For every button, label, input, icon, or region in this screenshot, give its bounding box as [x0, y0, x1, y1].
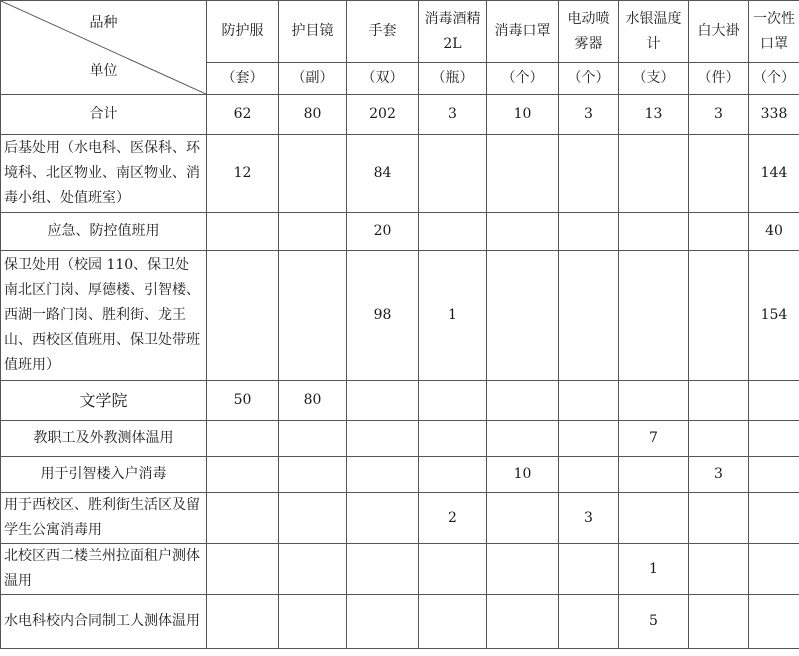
row-label: 教职工及外教测体温用 — [1, 421, 207, 457]
table-cell — [279, 493, 347, 544]
table-row — [1, 544, 799, 595]
table-cell — [689, 421, 749, 457]
table-cell: 20 — [347, 213, 419, 251]
table-cell — [419, 381, 487, 421]
table-cell — [487, 493, 559, 544]
table-cell — [207, 457, 279, 493]
table-cell — [487, 213, 559, 251]
item-unit: （件） — [689, 63, 749, 95]
total-cell: 80 — [279, 95, 347, 135]
table-cell — [487, 251, 559, 381]
row-label: 后基处用（水电科、医保科、环境科、北区物业、南区物业、消毒小组、处值班室） — [1, 135, 207, 213]
table-cell: 3 — [559, 493, 619, 544]
table-cell — [559, 595, 619, 649]
table-cell — [347, 421, 419, 457]
table-cell: 5 — [619, 595, 689, 649]
table-cell: 1 — [619, 544, 689, 595]
item-unit: （瓶） — [419, 63, 487, 95]
row-label: 文学院 — [1, 381, 207, 421]
table-cell: 98 — [347, 251, 419, 381]
row-label: 用于引智楼入户消毒 — [1, 457, 207, 493]
table-cell — [559, 544, 619, 595]
item-unit: （双） — [347, 63, 419, 95]
table-cell — [419, 135, 487, 213]
table-cell — [487, 544, 559, 595]
table-cell: 144 — [749, 135, 799, 213]
table-cell: 154 — [749, 251, 799, 381]
table-cell — [749, 381, 799, 421]
row-label: 水电科校内合同制工人测体温用 — [1, 595, 207, 649]
total-cell: 338 — [749, 95, 799, 135]
item-name: 电动喷雾器 — [559, 1, 619, 63]
table-cell — [619, 135, 689, 213]
item-name: 白大褂 — [689, 1, 749, 63]
table-row — [1, 135, 799, 213]
total-row — [1, 95, 799, 135]
total-cell: 10 — [487, 95, 559, 135]
table-cell — [419, 544, 487, 595]
variety-label: 品种 — [89, 15, 118, 31]
table-cell — [559, 213, 619, 251]
table-cell: 84 — [347, 135, 419, 213]
table-cell — [279, 457, 347, 493]
table-cell — [419, 595, 487, 649]
item-unit: （支） — [619, 63, 689, 95]
table-cell — [487, 595, 559, 649]
table-row — [1, 457, 799, 493]
table-cell — [347, 457, 419, 493]
table-cell — [749, 457, 799, 493]
table-cell — [689, 595, 749, 649]
row-label: 保卫处用（校园 110、保卫处南北区门岗、厚德楼、引智楼、西湖一路门岗、胜利街、龙王山、西校区值班用、保卫处带班值班用） — [1, 251, 207, 381]
table-cell — [689, 251, 749, 381]
item-name: 水银温度计 — [619, 1, 689, 63]
table-cell — [207, 251, 279, 381]
table-cell: 2 — [419, 493, 487, 544]
table-row — [1, 421, 799, 457]
item-unit: （个） — [487, 63, 559, 95]
table-cell — [559, 457, 619, 493]
table-cell: 7 — [619, 421, 689, 457]
item-name: 手套 — [347, 1, 419, 63]
item-unit: （个） — [749, 63, 799, 95]
table-cell: 1 — [419, 251, 487, 381]
row-label: 应急、防控值班用 — [1, 213, 207, 251]
table-cell: 80 — [279, 381, 347, 421]
table-cell — [749, 493, 799, 544]
table-row — [1, 595, 799, 649]
total-cell: 3 — [559, 95, 619, 135]
table-cell: 40 — [749, 213, 799, 251]
table-cell — [279, 135, 347, 213]
table-cell — [207, 213, 279, 251]
table-cell: 3 — [689, 457, 749, 493]
item-name: 消毒酒精 2L — [419, 1, 487, 63]
table-cell — [419, 421, 487, 457]
item-name: 一次性口罩 — [749, 1, 799, 63]
item-unit: （副） — [279, 63, 347, 95]
header-row-items — [1, 1, 799, 63]
item-unit: （套） — [207, 63, 279, 95]
item-name: 防护服 — [207, 1, 279, 63]
total-label: 合计 — [1, 95, 207, 135]
table-cell — [419, 213, 487, 251]
table-cell — [207, 421, 279, 457]
header-diagonal-cell — [1, 1, 207, 95]
table-cell — [559, 421, 619, 457]
table-cell — [619, 213, 689, 251]
table-cell — [619, 493, 689, 544]
unit-label: 单位 — [89, 63, 118, 79]
table-cell — [689, 544, 749, 595]
table-cell — [347, 381, 419, 421]
table-cell — [749, 421, 799, 457]
total-cell: 202 — [347, 95, 419, 135]
item-name: 消毒口罩 — [487, 1, 559, 63]
table-row — [1, 381, 799, 421]
table-row — [1, 213, 799, 251]
table-cell — [689, 493, 749, 544]
total-cell: 13 — [619, 95, 689, 135]
table-cell: 10 — [487, 457, 559, 493]
total-cell: 62 — [207, 95, 279, 135]
table-cell — [347, 595, 419, 649]
table-cell — [279, 251, 347, 381]
table-row — [1, 493, 799, 544]
table-cell — [487, 135, 559, 213]
table-cell — [689, 381, 749, 421]
total-cell: 3 — [419, 95, 487, 135]
table-row — [1, 251, 799, 381]
row-label: 北校区西二楼兰州拉面租户测体温用 — [1, 544, 207, 595]
table-cell — [559, 251, 619, 381]
table-cell — [689, 135, 749, 213]
table-cell — [279, 544, 347, 595]
table-cell — [749, 595, 799, 649]
table-cell — [279, 595, 347, 649]
table-cell — [559, 381, 619, 421]
table-cell — [207, 493, 279, 544]
table-cell — [487, 421, 559, 457]
table-cell: 50 — [207, 381, 279, 421]
table-cell — [279, 421, 347, 457]
table-cell — [619, 381, 689, 421]
table-cell — [619, 457, 689, 493]
table-cell — [279, 213, 347, 251]
item-name: 护目镜 — [279, 1, 347, 63]
table-cell — [207, 544, 279, 595]
table-cell — [749, 544, 799, 595]
table-cell — [207, 595, 279, 649]
row-label: 用于西校区、胜利街生活区及留学生公寓消毒用 — [1, 493, 207, 544]
total-cell: 3 — [689, 95, 749, 135]
table-cell — [619, 251, 689, 381]
table-cell — [487, 381, 559, 421]
table-cell — [347, 493, 419, 544]
table-cell — [419, 457, 487, 493]
table-cell — [347, 544, 419, 595]
table-cell: 12 — [207, 135, 279, 213]
item-unit: （个） — [559, 63, 619, 95]
table-cell — [559, 135, 619, 213]
table-cell — [689, 213, 749, 251]
